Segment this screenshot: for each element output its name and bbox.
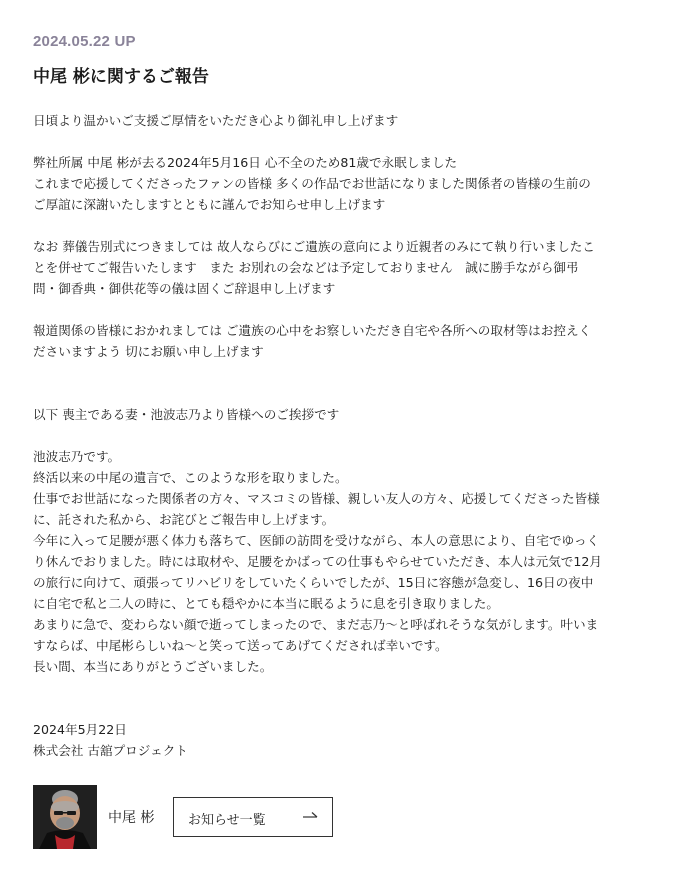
article-title: 中尾 彬に関するご報告 — [33, 67, 209, 87]
body-line: 日頃より温かいご支援ご厚情をいただき心より御礼申し上げます — [33, 113, 399, 128]
body-line: これまで応援してくださったファンの皆様 多くの作品でお世話になりました関係者の皆様の生前の — [33, 176, 591, 191]
body-line: 弊社所属 中尾 彬が去る2024年5月16日 心不全のため81歳で永眠しました — [33, 155, 458, 170]
body-line: に自宅で私と二人の時に、とても穏やかに本当に眠るように息を引き取りました。 — [33, 596, 499, 611]
right-arrow-icon — [302, 810, 318, 824]
body-line: 問・御香典・御供花等の儀は固くご辞退申し上げます — [33, 281, 336, 296]
body-line: あまりに急で、変わらない顔で逝ってしまったので、まだ志乃〜と呼ばれそうな気がします。叶いま — [33, 617, 599, 632]
body-line: り休んでおりました。時には取材や、足腰をかばっての仕事もやらせていただき、本人は元気で12月 — [33, 554, 603, 569]
body-line: すならば、中尾彬らしいね〜と笑って送ってあげてくだされば幸いです。 — [33, 638, 448, 653]
body-line: 仕事でお世話になった関係者の方々、マスコミの皆様、親しい友人の方々、応援してくださった皆様 — [33, 491, 600, 506]
body-line: 終活以来の中尾の遺言で、このような形を取りました。 — [33, 470, 348, 485]
body-line: 池波志乃です。 — [33, 449, 121, 464]
body-line: 長い間、本当にありがとうございました。 — [33, 659, 273, 674]
author-name: 中尾 彬 — [108, 810, 155, 826]
body-line: ご厚誼に深謝いたしますとともに謹んでお知らせ申し上げます — [33, 197, 386, 212]
body-line: 以下 喪主である妻・池波志乃より皆様へのご挨拶です — [33, 407, 340, 422]
article-footer — [33, 785, 673, 849]
signature-company: 株式会社 古舘プロジェクト — [33, 743, 188, 758]
body-line: とを併せてご報告いたします また お別れの会などは予定しておりません 誠に勝手ながら御弔 — [33, 260, 579, 275]
post-date: 2024.05.22 UP — [33, 33, 136, 50]
body-line: 報道関係の皆様におかれましては ご遺族の心中をお察しいただき自宅や各所への取材等はお控えく — [33, 323, 592, 338]
body-line: に、託された私から、お詫びとご報告申し上げます。 — [33, 512, 335, 527]
signature-date: 2024年5月22日 — [33, 722, 127, 737]
body-line: 今年に入って足腰が悪く体力も落ちて、医師の訪問を受けながら、本人の意思により、自宅でゆっく — [33, 533, 600, 548]
news-list-button-label: お知らせ一覧 — [188, 813, 266, 828]
body-line: ださいますよう 切にお願い申し上げます — [33, 344, 264, 359]
author-portrait-icon — [33, 785, 97, 849]
body-line: なお 葬儀告別式につきましては 故人ならびにご遺族の意向により近親者のみにて執り行いましたこ — [33, 239, 595, 254]
news-list-button[interactable] — [173, 797, 333, 837]
body-line: の旅行に向けて、頑張ってリハビリをしていたくらいでしたが、15日に容態が急変し、16日の夜中 — [33, 575, 594, 590]
author-avatar — [33, 785, 97, 849]
